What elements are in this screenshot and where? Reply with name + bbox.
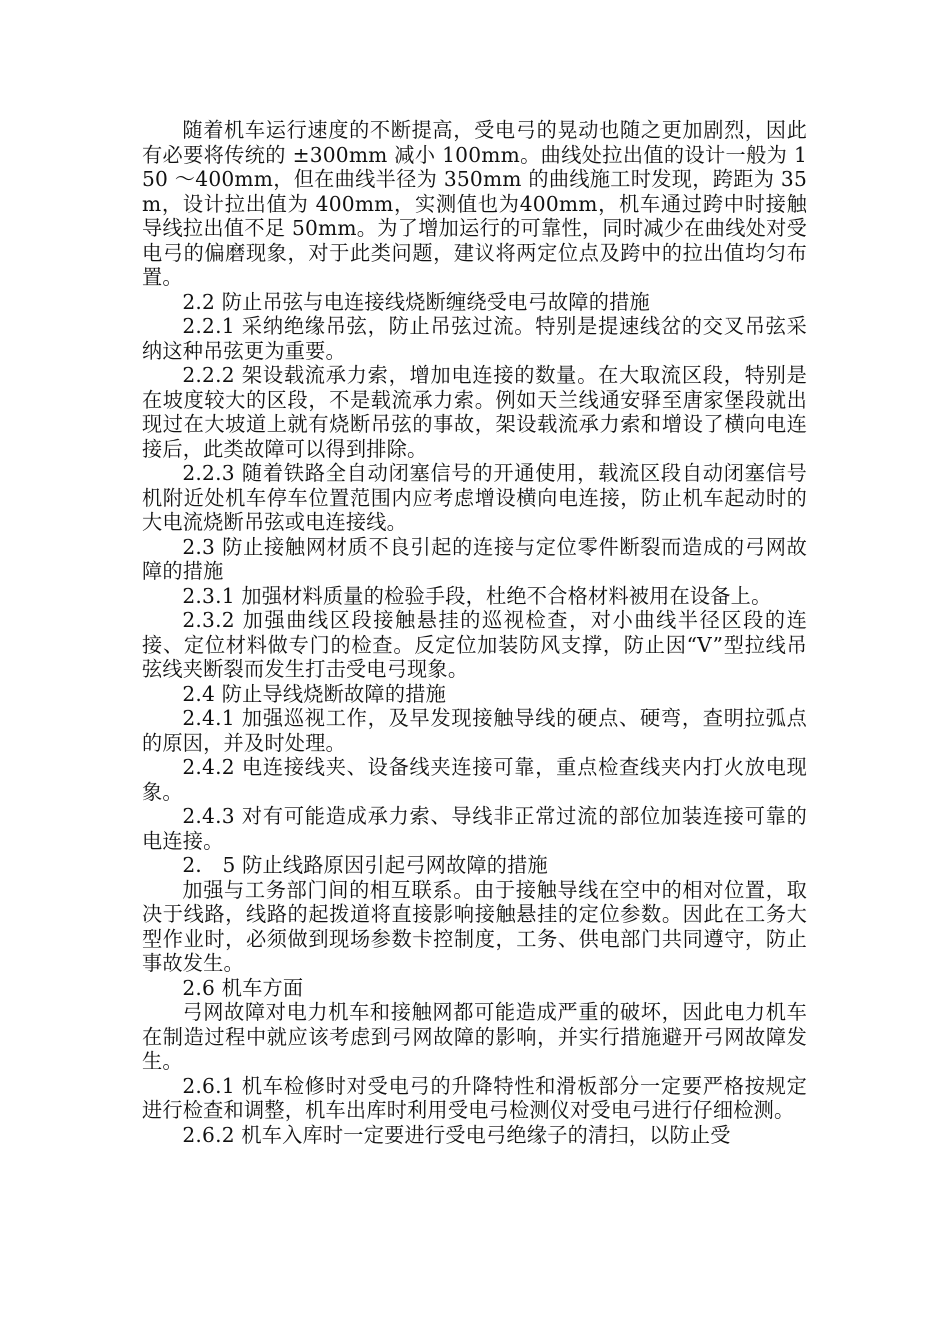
paragraph-2-4-2: 2.4.2 电连接线夹、设备线夹连接可靠，重点检查线夹内打火放电现象。 — [142, 755, 807, 804]
document-body — [142, 118, 807, 1147]
paragraph-2-5-body: 加强与工务部门间的相互联系。由于接触导线在空中的相对位置，取决于线路，线路的起拨道将直接影响接触悬挂的定位参数。因此在工务大型作业时，必须做到现场参数卡控制度，工务、供电部门共同遵守，防止事故发生。 — [142, 877, 807, 975]
paragraph-2-6-1: 2.6.1 机车检修时对受电弓的升降特性和滑板部分一定要严格按规定进行检查和调整，机车出库时利用受电弓检测仪对受电弓进行仔细检测。 — [142, 1073, 807, 1122]
paragraph-2-6-body: 弓网故障对电力机车和接触网都可能造成严重的破坏，因此电力机车在制造过程中就应该考虑到弓网故障的影响，并实行措施避开弓网故障发生。 — [142, 1000, 807, 1073]
section-heading-2-4: 2.4 防止导线烧断故障的措施 — [182, 681, 446, 706]
paragraph-2-2-2: 2.2.2 架设载流承力索，增加电连接的数量。在大取流区段，特别是在坡度较大的区段，不是载流承力索。例如天兰线通安驿至唐家堡段就出现过在大坡道上就有烧断吊弦的事故，架设载流承力索和增设了横向电连接后，此类故障可以得到排除。 — [142, 363, 807, 461]
section-heading-2-6: 2.6 机车方面 — [182, 975, 304, 1000]
paragraph-2-4-3: 2.4.3 对有可能造成承力索、导线非正常过流的部位加装连接可靠的电连接。 — [142, 804, 807, 853]
paragraph-2-3-1: 2.3.1 加强材料质量的检验手段，杜绝不合格材料被用在设备上。 — [182, 583, 772, 608]
section-heading-2-3: 2.3 防止接触网材质不良引起的连接与定位零件断裂而造成的弓网故障的措施 — [142, 534, 807, 583]
section-heading-2-5: 2． 5 防止线路原因引起弓网故障的措施 — [182, 853, 548, 877]
paragraph-2-2-3: 2.2.3 随着铁路全自动闭塞信号的开通使用，载流区段自动闭塞信号机附近处机车停车位置范围内应考虑增设横向电连接，防止机车起动时的大电流烧断吊弦或电连接线。 — [142, 461, 807, 534]
paragraph-2-2-1: 2.2.1 采纳绝缘吊弦，防止吊弦过流。特别是提速线岔的交叉吊弦采纳这种吊弦更为重要。 — [142, 314, 807, 363]
paragraph-2-3-2: 2.3.2 加强曲线区段接触悬挂的巡视检查，对小曲线半径区段的连接、定位材料做专门的检查。反定位加装防风支撑，防止因“V”型拉线吊弦线夹断裂而发生打击受电弓现象。 — [142, 608, 807, 681]
paragraph-2-4-1: 2.4.1 加强巡视工作，及早发现接触导线的硬点、硬弯，查明拉弧点的原因，并及时处理。 — [142, 706, 807, 755]
paragraph-2-6-2: 2.6.2 机车入库时一定要进行受电弓绝缘子的清扫，以防止受 — [182, 1122, 731, 1147]
paragraph-intro: 随着机车运行速度的不断提高，受电弓的晃动也随之更加剧烈，因此有必要将传统的 ±300mm 减小 100mm。曲线处拉出值的设计一般为 150 ～400mm，但在曲线半径为 350mm 的曲线施工时发现，跨距为 35m，设计拉出值为 400mm，实测值也为400mm，机车通过跨中时接触导线拉出值不足 50mm。为了增加运行的可靠性，同时减少在曲线处对受电弓的偏磨现象，对于此类问题，建议将两定位点及跨中的拉出值均匀布置。 — [142, 118, 807, 289]
section-heading-2-2: 2.2 防止吊弦与电连接线烧断缠绕受电弓故障的措施 — [182, 289, 650, 314]
